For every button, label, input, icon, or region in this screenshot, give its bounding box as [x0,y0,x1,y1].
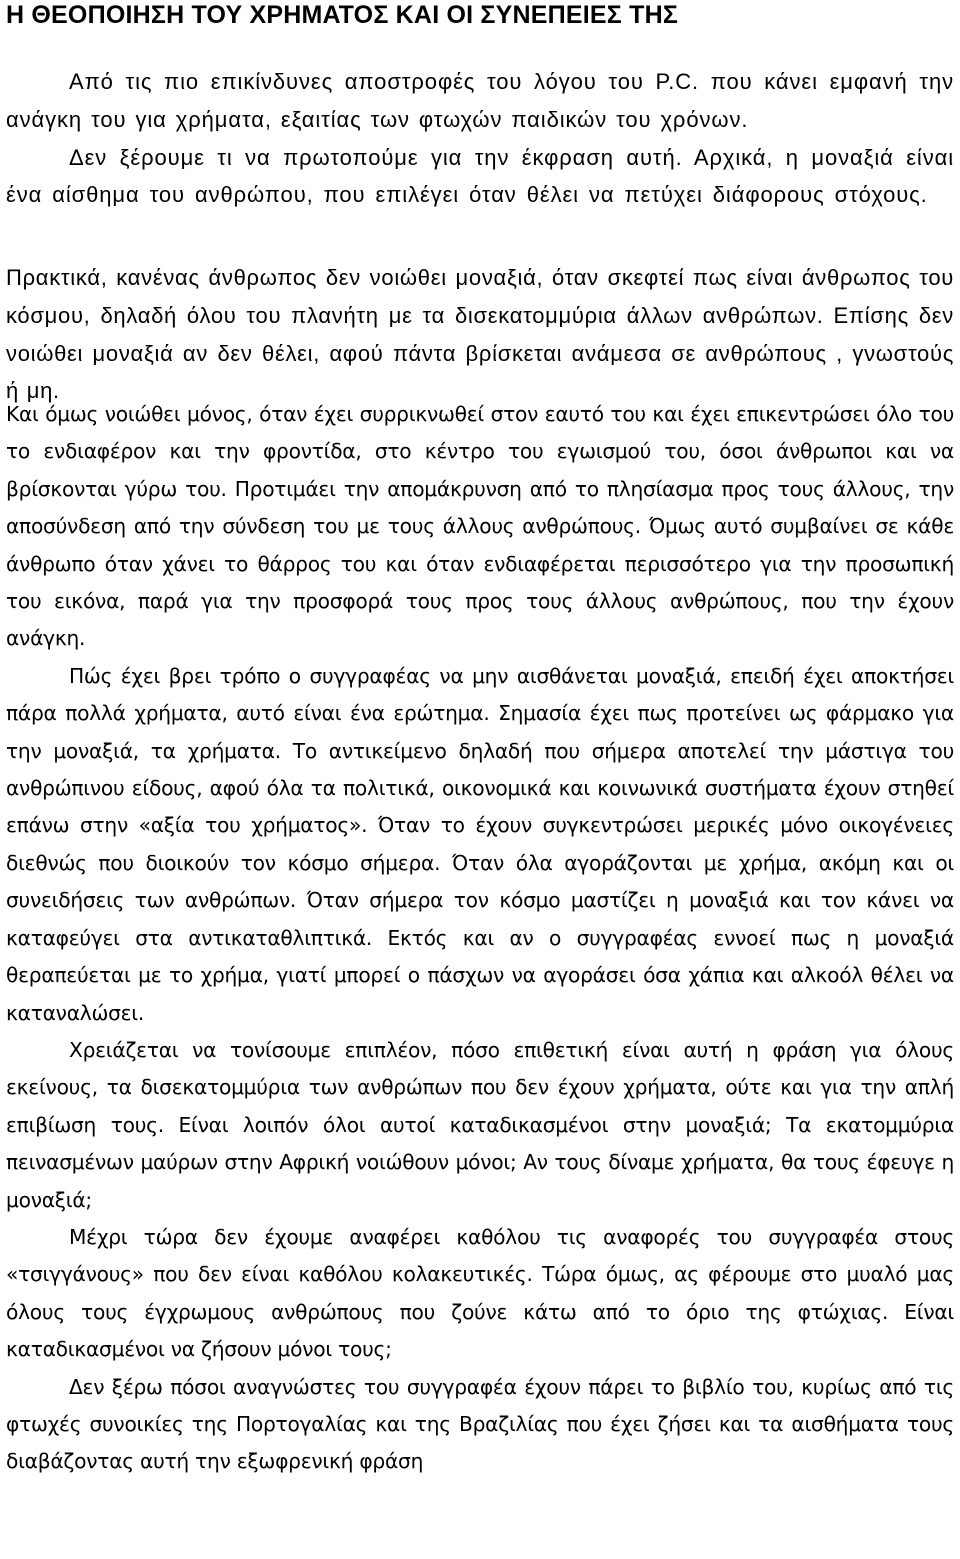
paragraph-writer: Πώς έχει βρει τρόπο ο συγγραφέας να μην αισθάνεται μοναξιά, επειδή έχει αποκτήσει πάρα πολλά χρήματα, αυτό είναι ένα ερώτημα. Σημασία έχει πως προτείνει ως φάρμακο για την μοναξιά, τα χρήματα. Το αντικείμενο δηλαδή που σήμερα αποτελεί την μάστιγα του ανθρώπινου είδους, αφού όλα τα πολιτικά, οικονομικά και κοινωνικά συστήματα έχουν στηθεί επάνω στην «αξία του χρήματος». Όταν το έχουν συγκεντρώσει μερικές μόνο οικογένειες διεθνώς που διοικούν τον κόσμο σήμερα. Όταν όλα αγοράζονται με χρήμα, ακόμη και οι συνειδήσεις των ανθρώπων. Όταν σήμερα τον κόσμο μαστίζει η μοναξιά και τον κάνει να καταφεύγει στα αντικαταθλιπτικά. Εκτός και αν ο συγγραφέας εννοεί πως η μοναξιά θεραπεύεται με το χρήμα, γιατί μπορεί ο πάσχων να αγοράσει όσα χάπια και αλκοόλ θέλει να καταναλώσει. [6,663,954,1025]
document-page [6,0,954,214]
body-text [6,259,954,410]
paragraph-alone: Και όμως νοιώθει μόνος, όταν έχει συρρικνωθεί στον εαυτό του και έχει επικεντρώσει όλο του το ενδιαφέρον και την φροντίδα, στο κέντρο του εγωισμού του, όσοι άνθρωποι και να βρίσκονται γύρω του. Προτιμάει την απομάκρυνση από το πλησίασμα προς τους άλλους, την αποσύνδεση από την σύνδεση του με τους άλλους ανθρώπους. Όμως αυτό συμβαίνει σε κάθε άνθρωπο όταν χάνει το θάρρος του και όταν ενδιαφέρεται περισσότερο για την προσωπική του εικόνα, παρά για την προσφορά τους προς τους άλλους ανθρώπους, που την έχουν ανάγκη. [6,402,954,651]
body-text-2 [6,396,954,1481]
paragraph-gypsies: Μέχρι τώρα δεν έχουμε αναφέρει καθόλου τις αναφορές του συγγραφέα στους «τσιγγάνους» που δεν είναι καθόλου κολακευτικές. Τώρα όμως, ας φέρουμε στο μυαλό μας όλους τους έγχρωμους ανθρώπους που ζούνε κάτω από το όριο της φτώχιας. Είναι καταδικασμένοι να ζήσουν μόνοι τους; [6,1224,954,1362]
paragraph-intro: Από τις πιο επικίνδυνες αποστροφές του λόγου του P.C. που κάνει εμφανή την ανάγκη του για χρήματα, εξαιτίας των φτωχών παιδικών του χρόνων. [6,69,954,132]
paragraph-emphasis: Χρειάζεται να τονίσουμε επιπλέον, πόσο επιθετική είναι αυτή η φράση για όλους εκείνους, τα δισεκατομμύρια των ανθρώπων που δεν έχουν χρήματα, ούτε και για την απλή επιβίωση τους. Είναι λοιπόν όλοι αυτοί καταδικασμένοι στην μοναξιά; Τα εκατομμύρια πεινασμένων μαύρων στην Αφρική νοιώθουν μόνοι; Αν τους δίναμε χρήματα, θα τους έφευγε η μοναξιά; [6,1037,954,1212]
paragraph-loneliness: Δεν ξέρουμε τι να πρωτοπούμε για την έκφραση αυτή. Αρχικά, η μοναξιά είναι ένα αίσθημα του ανθρώπου, που επιλέγει όταν θέλει να πετύχει διάφορους στόχους. [6,144,954,208]
paragraph-readers: Δεν ξέρω πόσοι αναγνώστες του συγγραφέα έχουν πάρει το βιβλίο του, κυρίως από τις φτωχές συνοικίες της Πορτογαλίας και της Βραζιλίας που έχει ζήσει και τα αισθήματα τους διαβάζοντας αυτή την εξωφρενική φράση [6,1374,954,1474]
paragraph-practical: Πρακτικά, κανένας άνθρωπος δεν νοιώθει μοναξιά, όταν σκεφτεί πως είναι άνθρωπος του κόσμου, δηλαδή όλου του πλανήτη με τα δισεκατομμύρια άλλων ανθρώπων. Επίσης δεν νοιώθει μοναξιά αν δεν θέλει, αφού πάντα βρίσκεται ανάμεσα σε ανθρώπους , γνωστούς ή μη. [6,265,954,404]
document-title: Η ΘΕΟΠΟΙΗΣΗ ΤΟΥ ΧΡΗΜΑΤΟΣ ΚΑΙ ΟΙ ΣΥΝΕΠΕΙΕΣ ΤΗΣ [6,1,679,29]
